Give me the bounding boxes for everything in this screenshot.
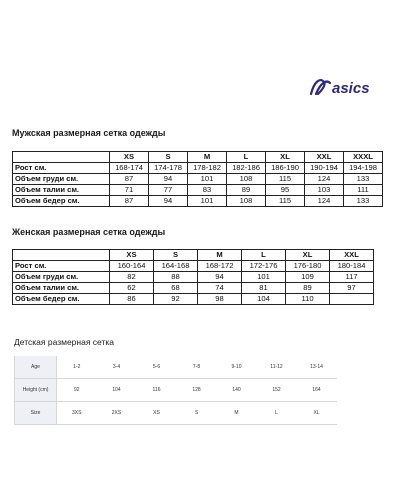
- size-header: S: [149, 152, 188, 163]
- table-cell: 164-168: [154, 261, 198, 272]
- row-label: Size: [15, 402, 57, 425]
- table-cell: 89: [227, 185, 266, 196]
- table-cell: 152: [257, 379, 297, 402]
- table-cell: 178-182: [188, 163, 227, 174]
- table-cell: XL: [297, 402, 337, 425]
- size-header: XXXL: [344, 152, 383, 163]
- table-cell: 194-198: [344, 163, 383, 174]
- size-header: S: [154, 250, 198, 261]
- brand-name: asics: [332, 80, 370, 97]
- table-row: [13, 196, 383, 207]
- men-size-title: Мужская размерная сетка одежды: [12, 128, 166, 138]
- table-cell: 101: [188, 174, 227, 185]
- table-row: [13, 272, 374, 283]
- men-size-table: [12, 151, 383, 207]
- table-cell: 11-12: [270, 364, 283, 370]
- table-cell: 74: [198, 283, 242, 294]
- table-cell: 108: [227, 174, 266, 185]
- table-cell: 140: [217, 379, 257, 402]
- table-cell: 86: [110, 294, 154, 305]
- table-cell: 172-176: [242, 261, 286, 272]
- table-cell: 9-10: [231, 364, 242, 370]
- table-cell: 116: [137, 379, 177, 402]
- table-cell: 3-4: [112, 364, 121, 370]
- table-cell: 87: [110, 174, 149, 185]
- table-cell: 104: [97, 379, 137, 402]
- header-corner: [13, 250, 110, 261]
- table-cell: 133: [344, 174, 383, 185]
- women-header-row: [13, 250, 374, 261]
- table-cell: 68: [154, 283, 198, 294]
- table-cell: 95: [266, 185, 305, 196]
- table-row: [15, 402, 337, 425]
- table-cell: 87: [110, 196, 149, 207]
- table-cell: 89: [286, 283, 330, 294]
- size-header: XS: [110, 250, 154, 261]
- table-cell: 115: [266, 174, 305, 185]
- table-cell: 62: [110, 283, 154, 294]
- table-cell: 82: [110, 272, 154, 283]
- size-header: M: [198, 250, 242, 261]
- row-label: Age: [15, 356, 57, 379]
- table-cell: L: [257, 402, 297, 425]
- women-size-title: Женская размерная сетка одежды: [12, 227, 166, 237]
- table-cell: S: [177, 402, 217, 425]
- row-label: Объем груди см.: [13, 174, 110, 185]
- table-cell: 1-2: [73, 364, 81, 370]
- table-cell: 81: [242, 283, 286, 294]
- table-row: [13, 174, 383, 185]
- table-cell: 77: [149, 185, 188, 196]
- table-cell: 160-164: [110, 261, 154, 272]
- kids-size-table: [14, 356, 337, 425]
- size-header: L: [242, 250, 286, 261]
- row-label: Объем талии см.: [13, 185, 110, 196]
- table-row: [15, 379, 337, 402]
- table-cell: 71: [110, 185, 149, 196]
- size-header: XXL: [330, 250, 374, 261]
- table-cell: 110: [286, 294, 330, 305]
- table-cell: 7-8: [192, 364, 201, 370]
- women-size-table: [12, 249, 374, 305]
- table-cell: M: [217, 402, 257, 425]
- size-header: XXL: [305, 152, 344, 163]
- row-label: Рост см.: [13, 163, 110, 174]
- row-label: Рост см.: [13, 261, 110, 272]
- table-row: [15, 356, 337, 379]
- table-cell: 3XS: [57, 402, 97, 425]
- table-row: [13, 163, 383, 174]
- table-row: [13, 185, 383, 196]
- size-header: XL: [286, 250, 330, 261]
- size-header: XS: [110, 152, 149, 163]
- row-label: Объем груди см.: [13, 272, 110, 283]
- table-cell: 128: [177, 379, 217, 402]
- table-cell: 92: [154, 294, 198, 305]
- table-cell: 98: [198, 294, 242, 305]
- table-row: [13, 294, 374, 305]
- men-header-row: [13, 152, 383, 163]
- table-cell: 94: [149, 174, 188, 185]
- table-cell: 97: [330, 283, 374, 294]
- table-row: [13, 283, 374, 294]
- table-cell: 190-194: [305, 163, 344, 174]
- table-cell: 117: [330, 272, 374, 283]
- table-cell: 101: [188, 196, 227, 207]
- table-cell: 13-14: [310, 364, 323, 370]
- kids-size-title: Детская размерная сетка: [14, 337, 115, 347]
- table-cell: [330, 294, 374, 305]
- table-cell: 88: [154, 272, 198, 283]
- table-cell: 111: [344, 185, 383, 196]
- table-cell: XS: [137, 402, 177, 425]
- table-cell: 2XS: [97, 402, 137, 425]
- table-cell: 174-178: [149, 163, 188, 174]
- row-label: Объем талии см.: [13, 283, 110, 294]
- table-cell: 103: [305, 185, 344, 196]
- table-cell: 124: [305, 174, 344, 185]
- table-cell: 164: [297, 379, 337, 402]
- table-cell: 182-186: [227, 163, 266, 174]
- row-label: Height (cm): [15, 379, 57, 402]
- table-cell: 101: [242, 272, 286, 283]
- table-cell: 168-174: [110, 163, 149, 174]
- table-cell: 133: [344, 196, 383, 207]
- table-cell: 180-184: [330, 261, 374, 272]
- table-cell: 186-190: [266, 163, 305, 174]
- table-cell: 124: [305, 196, 344, 207]
- table-cell: 92: [57, 379, 97, 402]
- size-header: M: [188, 152, 227, 163]
- size-header: XL: [266, 152, 305, 163]
- table-row: [13, 261, 374, 272]
- header-corner: [13, 152, 110, 163]
- table-cell: 168-172: [198, 261, 242, 272]
- row-label: Объем бедер см.: [13, 196, 110, 207]
- table-cell: 176-180: [286, 261, 330, 272]
- table-cell: 94: [149, 196, 188, 207]
- table-cell: 83: [188, 185, 227, 196]
- table-cell: 5-6: [152, 364, 161, 370]
- table-cell: 109: [286, 272, 330, 283]
- row-label: Объем бедер см.: [13, 294, 110, 305]
- size-header: L: [227, 152, 266, 163]
- table-cell: 104: [242, 294, 286, 305]
- asics-logo: [308, 74, 378, 100]
- table-cell: 94: [198, 272, 242, 283]
- table-cell: 115: [266, 196, 305, 207]
- table-cell: 108: [227, 196, 266, 207]
